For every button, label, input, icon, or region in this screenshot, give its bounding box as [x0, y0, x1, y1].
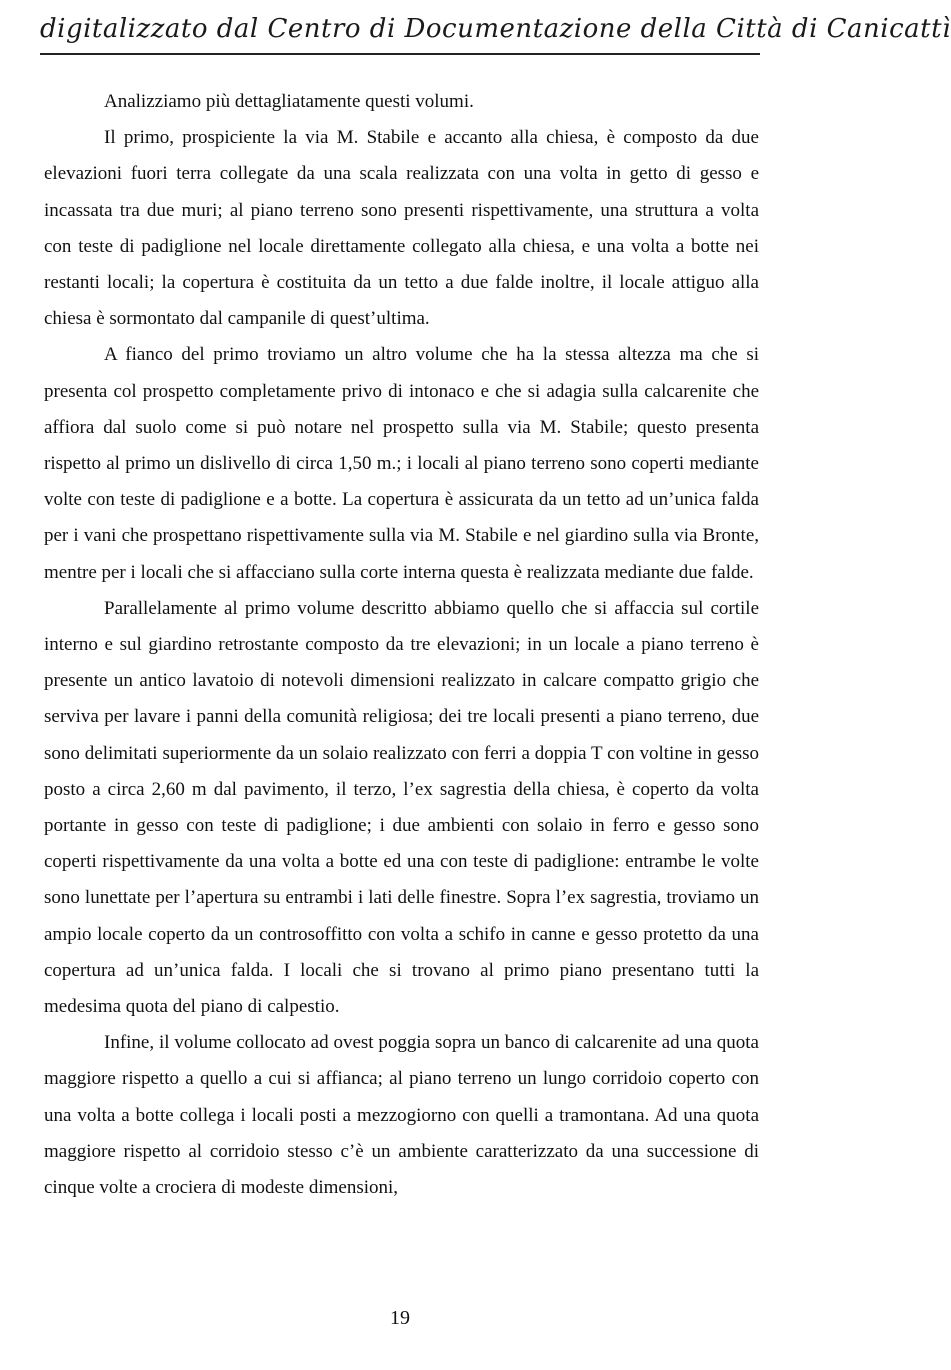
paragraph-first-volume: Il primo, prospiciente la via M. Stabile e accanto alla chiesa, è composto da due elevazioni fuori terra collegate da una scala realizzata con una volta in getto di gesso e incassata tra due muri; al piano terreno sono presenti rispettivamente, una struttura a volta con teste di padiglione nel locale direttamente collegato alla chiesa, e una volta a botte nei restanti locali; la copertura è costituita da un tetto a due falde inoltre, il locale attiguo alla chiesa è sormontato dal campanile di quest’ultima. [44, 127, 759, 330]
header-rule [40, 53, 760, 55]
page-number: 19 [390, 1307, 410, 1329]
paragraph-west-volume: Infine, il volume collocato ad ovest poggia sopra un banco di calcarenite ad una quota maggiore rispetto a quello a cui si affianca; al piano terreno un lungo corridoio coperto con una volta a botte collega i locali posti a mezzogiorno con quelli a tramontana. Ad una quota maggiore rispetto al corridoio stesso c’è un ambiente caratterizzato da una successione di cinque volte a crociera di modeste dimensioni, [44, 1032, 759, 1199]
paragraph-second-volume: A fianco del primo troviamo un altro volume che ha la stessa altezza ma che si presenta col prospetto completamente privo di intonaco e che si adagia sulla calcarenite che affiora dal suolo come si può notare nel prospetto sulla via M. Stabile; questo presenta rispetto al primo un dislivello di circa 1,50 m.; i locali al piano terreno sono coperti mediante volte con teste di padiglione e a botte. La copertura è assicurata da un tetto ad un’unica falda per i vani che prospettano rispettivamente sulla via M. Stabile e nel giardino sulla via Bronte, mentre per i locali che si affacciano sulla corte interna questa è realizzata mediante due falde. [44, 344, 759, 583]
digitization-watermark: digitalizzato dal Centro di Documentazione della Città di Canicattì [40, 14, 951, 44]
paragraph-third-volume: Parallelamente al primo volume descritto abbiamo quello che si affaccia sul cortile interno e sul giardino retrostante composto da tre elevazioni; in un locale a piano terreno è presente un antico lavatoio di notevoli dimensioni realizzato in calcare compatto grigio che serviva per lavare i panni della comunità religiosa; dei tre locali presenti a piano terreno, due sono delimitati superiormente da un solaio realizzato con ferri a doppia T con voltine in gesso posto a circa 2,60 m dal pavimento, il terzo, l’ex sagrestia della chiesa, è coperto da volta portante in gesso con teste di padiglione; i due ambienti con solaio in ferro e gesso sono coperti rispettivamente da una volta a botte ed una con teste di padiglione: entrambe le volte sono lunettate per l’apertura su entrambi i lati delle finestre. Sopra l’ex sagrestia, troviamo un ampio locale coperto da un controsoffitto con volta a schifo in canne e gesso protetto da una copertura ad un’unica falda. I locali che si trovano al primo piano presentano tutti la medesima quota del piano di calpestio. [44, 597, 759, 1018]
paragraph-intro: Analizziamo più dettagliatamente questi volumi. [104, 91, 474, 112]
body-text [44, 84, 759, 1206]
